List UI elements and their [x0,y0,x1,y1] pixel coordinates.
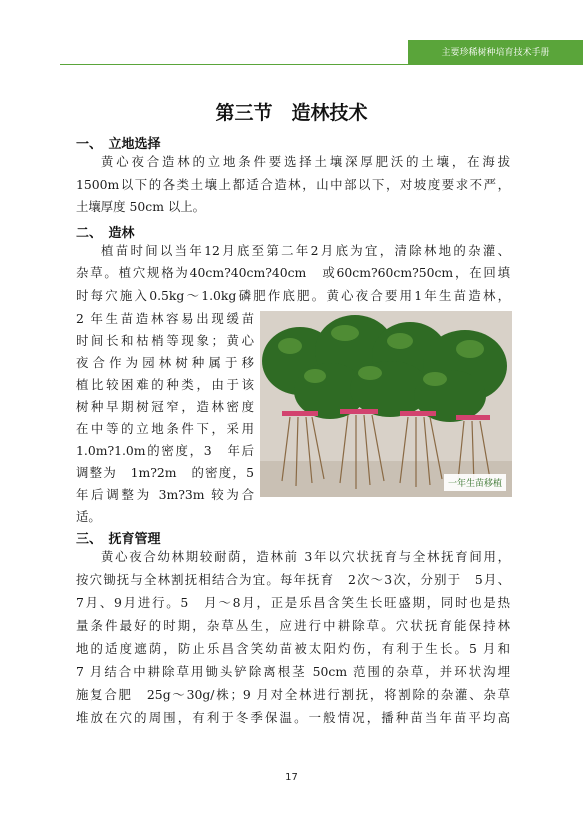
paragraph-line: 年后调整为 3m?3m 较为合 [76,487,254,502]
paragraph-line: 土壤厚度 50cm 以上。 [76,199,206,214]
paragraph-line: 调整为 1m?2m 的密度，5 [76,465,254,480]
paragraph-line: 堆放在穴的周围，有利于冬季保温。一般情况，播种苗当年苗平均高 [76,710,510,725]
seedling-photo [260,311,512,497]
paragraph-line: 树种早期树冠窄，造林密度 [76,399,254,414]
paragraph-line: 黄心夜合幼林期较耐荫，造林前 3年以穴状抚育与全林抚育间用， [101,549,510,564]
paragraph-line: 施复合肥 25g～30g/株；9 月对全林进行割抚，将割除的杂灌、杂草 [76,687,510,702]
paragraph-line: 夜合作为园林树种属于移 [76,355,254,370]
heading-afforestation: 二、 造林 [76,226,135,241]
paragraph-line: 适。 [76,509,101,524]
paragraph-line: 植比较困难的种类，由于该 [76,377,254,392]
paragraph-line: 黄心夜合造林的立地条件要选择土壤深厚肥沃的土壤，在海拔 [101,154,510,169]
paragraph-line: 量条件最好的时期，杂草丛生，应进行中耕除草。穴状抚育能保持林 [76,618,510,633]
paragraph-line: 7月、9月进行。5 月～8月，正是乐昌含笑生长旺盛期，同时也是热 [76,595,510,610]
photo-caption: 一年生苗移植 [444,474,506,491]
header-rule [60,64,583,65]
seedling-illustration [260,311,512,497]
paragraph-line: 时间长和枯梢等现象；黄心 [76,333,254,348]
running-header-text: 主要珍稀树种培育技术手册 [441,48,550,58]
paragraph-line: 1.0m?1.0m的密度，3 年后 [76,443,254,458]
paragraph-line: 地的适度遮荫，防止乐昌含笑幼苗被太阳灼伤，有利于生长。5 月和 [76,641,510,656]
heading-tending: 三、 抚育管理 [76,532,161,547]
running-header [408,40,583,64]
paragraph-line: 1500m以下的各类土壤上都适合造林，山中部以下，对坡度要求不严， [76,177,510,192]
paragraph-line: 时每穴施入0.5kg～1.0kg磷肥作底肥。黄心夜合要用1年生苗造林， [76,288,510,303]
paragraph-line: 7 月结合中耕除草用锄头铲除离根茎 50cm 范围的杂草，并环状沟埋 [76,664,510,679]
paragraph-line: 2 年生苗造林容易出现缓苗 [76,311,254,326]
paragraph-line: 植苗时间以当年12月底至第二年2月底为宜，清除林地的杂灌、 [101,243,510,258]
page-number: 17 [285,772,298,783]
section-title: 第三节 造林技术 [215,102,368,124]
heading-site-selection: 一、 立地选择 [76,137,161,152]
paragraph-line: 杂草。植穴规格为40cm?40cm?40cm 或60cm?60cm?50cm，在回填 [76,265,510,280]
paragraph-line: 在中等的立地条件下，采用 [76,421,254,436]
paragraph-line: 按穴锄抚与全林割抚相结合为宜。每年抚育 2次～3次，分别于 5月、 [76,572,510,587]
